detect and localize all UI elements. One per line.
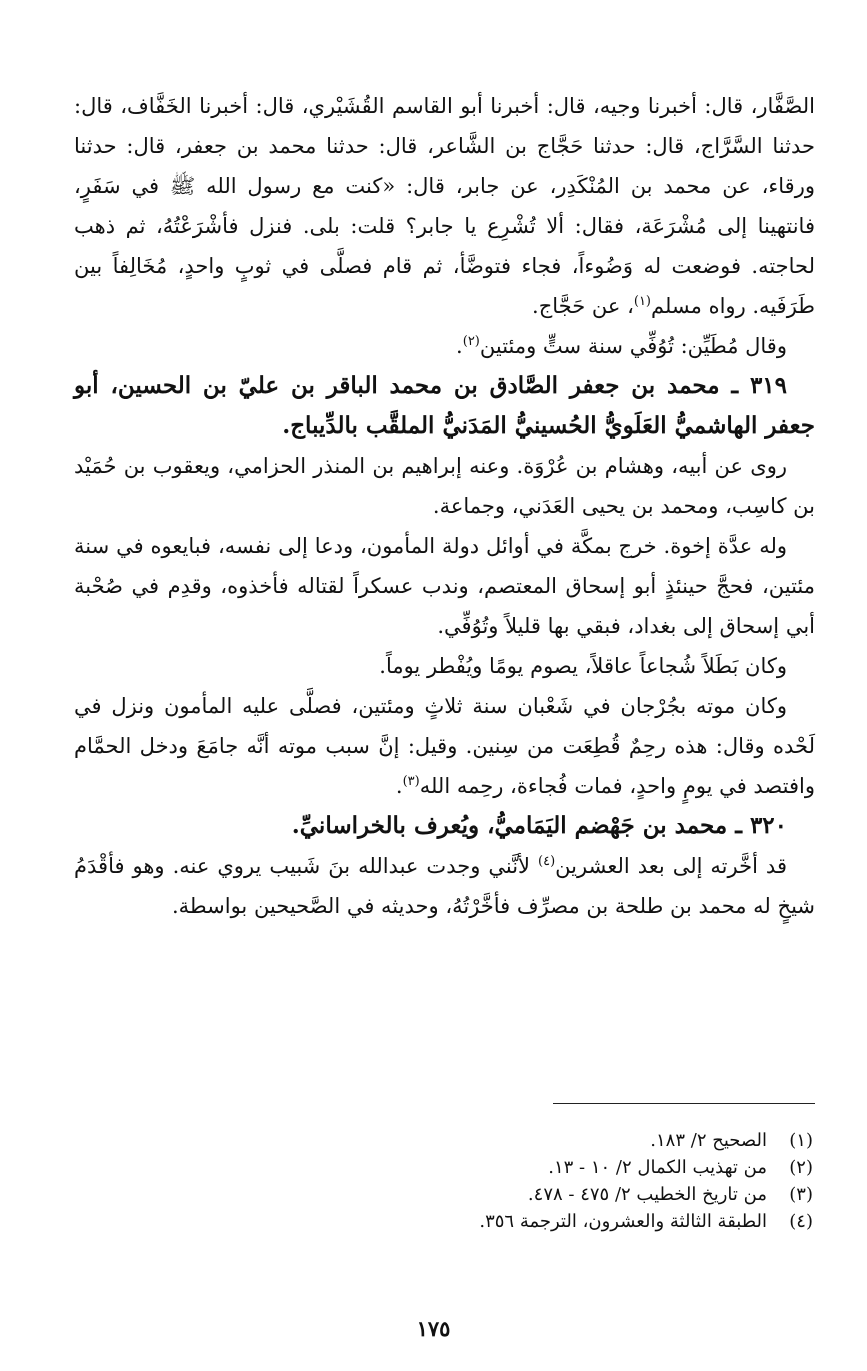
page-number: ١٧٥ (416, 1316, 451, 1341)
footnote-ref-2: (٢) (462, 334, 480, 349)
footnote-ref-4: (٤) (538, 854, 556, 869)
death-text: وكان موته بجُرْجان في شَعْبان سنة ثلاثٍ ومئتين، فصلَّى عليه المأمون ونزل في لَحْده وقال: هذه رحِمٌ قُطِعَت من سِنين. وقيل: إنَّ سبب موته أنَّه جامَعَ ودخل الحمَّام وافتصد في يومٍ واحدٍ، فمات فُجاءة، رحِمه الله (74, 694, 815, 798)
footnote-2 (360, 1154, 813, 1181)
narration-paragraph: روى عن أبيه، وهشام بن عُرْوَة. وعنه إبراهيم بن المنذر الحزامي، ويعقوب بن حُمَيْد بن كاسِب، ومحمد بن يحيى العَدَني، وجماعة. (74, 454, 815, 518)
mutayyin-paragraph: وقال مُطَيِّن: تُوُفِّي سنة ستٍّ ومئتين$^{(٢)}$. (456, 334, 787, 358)
footnote-text: الطبقة الثالثة والعشرون، الترجمة ٣٥٦. (479, 1211, 767, 1232)
footnote-number: (١) (789, 1130, 813, 1151)
isnad-text-end: ، عن حَجَّاج. (532, 294, 634, 318)
footnote-3 (360, 1181, 813, 1208)
isnad-paragraph (74, 86, 815, 326)
footnote-number: (٤) (789, 1211, 813, 1232)
footnote-number: (٢) (789, 1157, 813, 1178)
character-paragraph: وكان بَطَلاً شُجاعاً عاقلاً، يصوم يومًا ويُفْطر يوماً. (379, 654, 787, 678)
biography-paragraph: وله عدَّة إخوة. خرج بمكَّة في أوائل دولة المأمون، ودعا إلى نفسه، فبايعوه في سنة مئتين، فحجَّ حينئذٍ أبو إسحاق المعتصم، وندب عسكراً لقتاله فأخذوه، وقدِم في صُحْبة أبي إسحاق إلى بغداد، فبقي بها قليلاً وتُوُفِّي. (74, 534, 815, 638)
death-paragraph: وكان موته بجُرْجان في شَعْبان سنة ثلاثٍ ومئتين، فصلَّى عليه المأمون ونزل في لَحْده وقال: هذه رحِمٌ قُطِعَت من سِنين. وقيل: إنَّ سبب موته أنَّه جامَعَ ودخل الحمَّام وافتصد في يومٍ واحدٍ، فمات فُجاءة، رحِمه الله$^{(٣)}$. (74, 694, 815, 798)
footnote-number: (٣) (789, 1184, 813, 1205)
entry-heading-319: ٣١٩ ـ محمد بن جعفر الصَّادق بن محمد الباقر بن عليّ بن الحسين، أبو جعفر الهاشميُّ العَلَويُّ الحُسينيُّ المَدَنيُّ الملقَّب بالدِّيباج. (74, 372, 815, 439)
delay-text: قد أخَّرته إلى بعد العشرين (555, 854, 787, 878)
delay-text-end: لأنَّني وجدت عبدالله بنَ شَبيب يروي عنه. وهو فأقْدَمُ شيخٍ له محمد بن طلحة بن مصرِّف فأخَّرْتُهُ، وحديثه في الصَّحيحين بواسطة. (74, 854, 815, 918)
footnote-text: من تهذيب الكمال ٢/ ١٠ - ١٣. (548, 1157, 767, 1178)
main-text (74, 86, 815, 926)
mutayyin-text: وقال مُطَيِّن: تُوُفِّي سنة ستٍّ ومئتين (479, 334, 787, 358)
entry-heading-320: ٣٢٠ ـ محمد بن جَهْضم اليَمَاميُّ، ويُعرف بالخراسانيِّ. (291, 812, 787, 839)
footnote-4 (360, 1208, 813, 1235)
footnote-separator (553, 1103, 815, 1104)
isnad-text: الصَّفَّار، قال: أخبرنا وجيه، قال: أخبرنا أبو القاسم القُشَيْري، قال: أخبرنا الخَفَّاف، قال: حدثنا السَّرَّاج، قال: حدثنا حَجَّاج بن الشَّاعر، قال: حدثنا محمد بن جعفر، قال: حدثنا ورقاء، عن محمد بن المُنْكَدِر، عن جابر، قال: «كنت مع رسول الله ﷺ في سَفَرٍ، فانتهينا إلى مُشْرَعَة، فقال: ألا تُشْرِع يا جابر؟ قلت: بلى. فنزل فأشْرَعْتُهُ، ثم ذهب لحاجته. فوضعت له وَضُوءاً، فجاء فتوضَّأ، ثم قام فصلَّى في ثوبٍ واحدٍ، مُخَالِفاً بين طَرَفَيه. رواه مسلم (74, 94, 815, 318)
footnote-ref-1: (١) (633, 294, 651, 309)
footnote-text: من تاريخ الخطيب ٢/ ٤٧٥ - ٤٧٨. (527, 1184, 767, 1205)
delay-paragraph (74, 846, 815, 926)
footnote-ref-3: (٣) (402, 774, 420, 789)
footnotes (360, 1127, 813, 1235)
footnote-text: الصحيح ٢/ ١٨٣. (650, 1130, 767, 1151)
footnote-1 (360, 1127, 813, 1154)
